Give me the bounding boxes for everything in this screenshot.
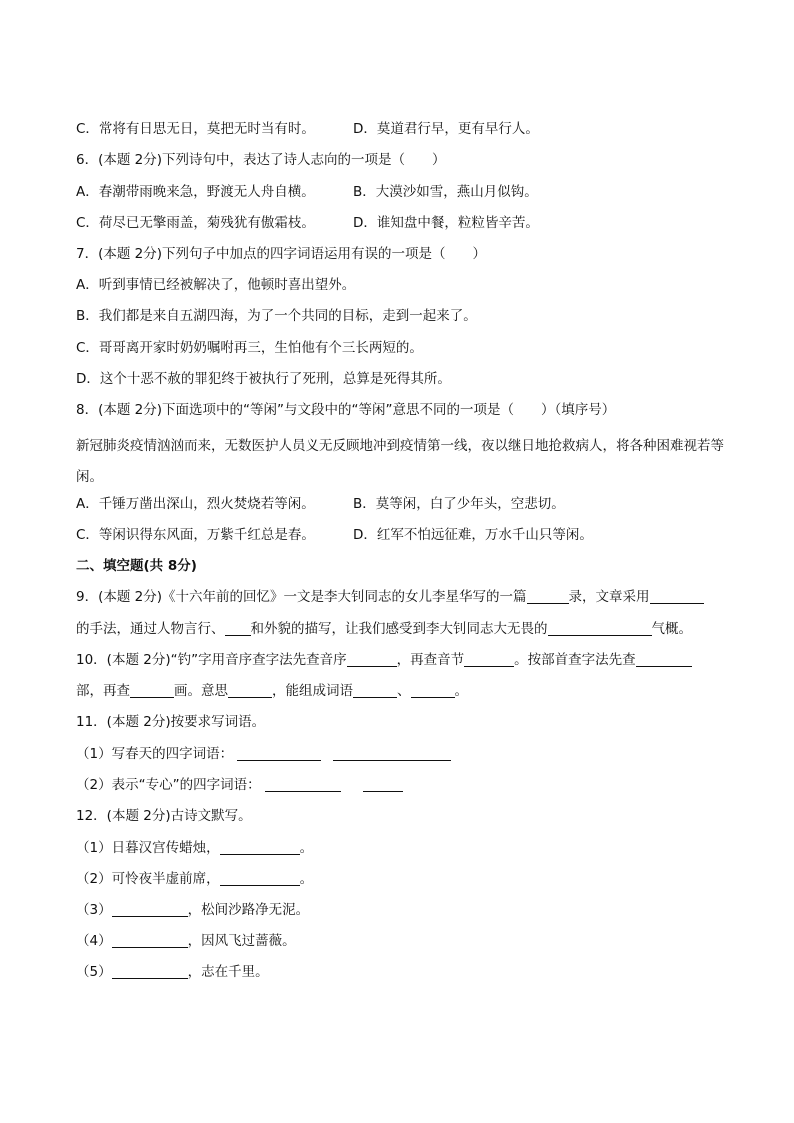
q11-item-2 — [76, 775, 726, 795]
q9-line-1 — [76, 587, 726, 607]
q12-text-2b: 。 — [299, 871, 314, 887]
q12-text-3a: （3） — [76, 902, 112, 918]
q10-blank-3[interactable] — [636, 652, 692, 667]
section-title-fill-in: 二、填空题(共 8分) — [76, 558, 197, 574]
q9-text-3: 的手法，通过人物言行、 — [76, 621, 225, 637]
q8-option-c: C．等闲识得东风面，万紫千红总是春。 — [76, 527, 315, 543]
q7-option-b: B．我们都是来自五湖四海，为了一个共同的目标，走到一起来了。 — [76, 308, 477, 324]
q6-option-a: A．春潮带雨晚来急，野渡无人舟自横。 — [76, 184, 315, 200]
q12-text-2a: （2）可怜夜半虚前席， — [76, 871, 220, 887]
q5-options-cd — [76, 119, 726, 139]
q12-text-5b: ，志在千里。 — [187, 964, 269, 980]
q12-line-2 — [76, 869, 726, 889]
q9-blank-3[interactable] — [225, 621, 251, 636]
q12-text-3b: ，松间沙路净无泥。 — [187, 902, 310, 918]
q7-stem: 7．(本题 2分)下列句子中加点的四字词语运用有误的一项是（ ） — [76, 246, 487, 262]
q8-option-b: B．莫等闲，白了少年头，空悲切。 — [353, 496, 565, 512]
q11-item-1 — [76, 744, 726, 764]
q12-text-1a: （1）日暮汉宫传蜡烛， — [76, 840, 220, 856]
q7-option-c: C．哥哥离开家时奶奶嘱咐再三，生怕他有个三长两短的。 — [76, 340, 423, 356]
q12-line-3 — [76, 900, 726, 920]
q10-text-3: 。按部首查字法先查 — [514, 652, 636, 668]
q10-text-2: ，再查音节 — [396, 652, 465, 668]
q10-blank-6[interactable] — [353, 683, 397, 698]
q10-text-4: 部，再查 — [76, 683, 130, 699]
q12-stem: 12．(本题 2分)古诗文默写。 — [76, 808, 252, 824]
q9-blank-1[interactable] — [527, 589, 569, 604]
q10-blank-2[interactable] — [464, 652, 514, 667]
q12-blank-1[interactable] — [220, 840, 300, 855]
q6-options-ab — [76, 182, 726, 202]
q12-blank-4[interactable] — [112, 933, 188, 948]
q11-blank-3[interactable] — [265, 777, 341, 792]
q10-blank-1[interactable] — [347, 652, 397, 667]
q7-option-d: D．这个十恶不赦的罪犯终于被执行了死刑，总算是死得其所。 — [76, 371, 451, 387]
q11-blank-1[interactable] — [237, 746, 321, 761]
q12-text-1b: 。 — [299, 840, 314, 856]
q8-option-d: D．红军不怕远征难，万水千山只等闲。 — [353, 527, 593, 543]
q10-line-2 — [76, 681, 726, 701]
q12-line-4 — [76, 931, 726, 951]
q10-blank-7[interactable] — [411, 683, 455, 698]
q12-line-1 — [76, 838, 726, 858]
q12-blank-2[interactable] — [220, 871, 300, 886]
q12-blank-3[interactable] — [112, 902, 188, 917]
q12-line-5 — [76, 962, 726, 982]
q11-blank-4[interactable] — [363, 777, 403, 792]
q10-text-6: ，能组成词语 — [272, 683, 353, 699]
q9-line-2 — [76, 619, 726, 639]
q12-text-4a: （4） — [76, 933, 112, 949]
q10-text-8: 。 — [454, 683, 468, 699]
q6-option-b: B．大漠沙如雪，燕山月似钩。 — [353, 184, 538, 200]
q12-text-5a: （5） — [76, 964, 112, 980]
q9-text-4: 和外貌的描写，让我们感受到李大钊同志大无畏的 — [250, 621, 548, 637]
q12-text-4b: ，因风飞过蔷薇。 — [187, 933, 296, 949]
q12-blank-5[interactable] — [112, 964, 188, 979]
q6-options-cd — [76, 213, 726, 233]
q10-blank-5[interactable] — [228, 683, 272, 698]
q9-text-5: 气概。 — [651, 621, 692, 637]
q11-stem: 11．(本题 2分)按要求写词语。 — [76, 714, 266, 730]
q11-item-1-label: （1）写春天的四字词语： — [76, 746, 234, 762]
q8-option-a: A．千锤万凿出深山，烈火焚烧若等闲。 — [76, 496, 315, 512]
q10-text-7: 、 — [397, 683, 411, 699]
q11-blank-2[interactable] — [333, 746, 451, 761]
q5-option-d: D．莫道君行早，更有早行人。 — [353, 121, 539, 137]
q9-blank-2[interactable] — [650, 589, 704, 604]
q11-item-2-label: （2）表示“专心”的四字词语： — [76, 777, 261, 793]
q8-passage: 新冠肺炎疫情汹汹而来，无数医护人员义无反顾地冲到疫情第一线，夜以继日地抢救病人，将各种困难视若等闲。 — [76, 438, 724, 485]
q9-blank-4[interactable] — [548, 621, 652, 636]
q9-text-1: 9．(本题 2分)《十六年前的回忆》一文是李大钊同志的女儿李星华写的一篇 — [76, 589, 527, 605]
q6-stem: 6．(本题 2分)下列诗句中，表达了诗人志向的一项是（ ） — [76, 152, 446, 168]
q10-text-5: 画。意思 — [174, 683, 228, 699]
q10-text-1: 10．(本题 2分)“钓”字用音序查字法先查音序 — [76, 652, 347, 668]
q8-options-cd — [76, 525, 726, 545]
q5-option-c: C．常将有日思无日，莫把无时当有时。 — [76, 121, 315, 137]
q7-option-a: A．听到事情已经被解决了，他顿时喜出望外。 — [76, 277, 356, 293]
q8-options-ab — [76, 494, 726, 514]
q9-text-2: 录，文章采用 — [568, 589, 650, 605]
q6-option-c: C．荷尽已无擎雨盖，菊残犹有傲霜枝。 — [76, 215, 315, 231]
q10-line-1 — [76, 650, 726, 670]
q6-option-d: D．谁知盘中餐，粒粒皆辛苦。 — [353, 215, 539, 231]
q8-stem: 8．(本题 2分)下面选项中的“等闲”与文段中的“等闲”意思不同的一项是（ ）（填序号） — [76, 402, 616, 418]
q10-blank-4[interactable] — [130, 683, 174, 698]
